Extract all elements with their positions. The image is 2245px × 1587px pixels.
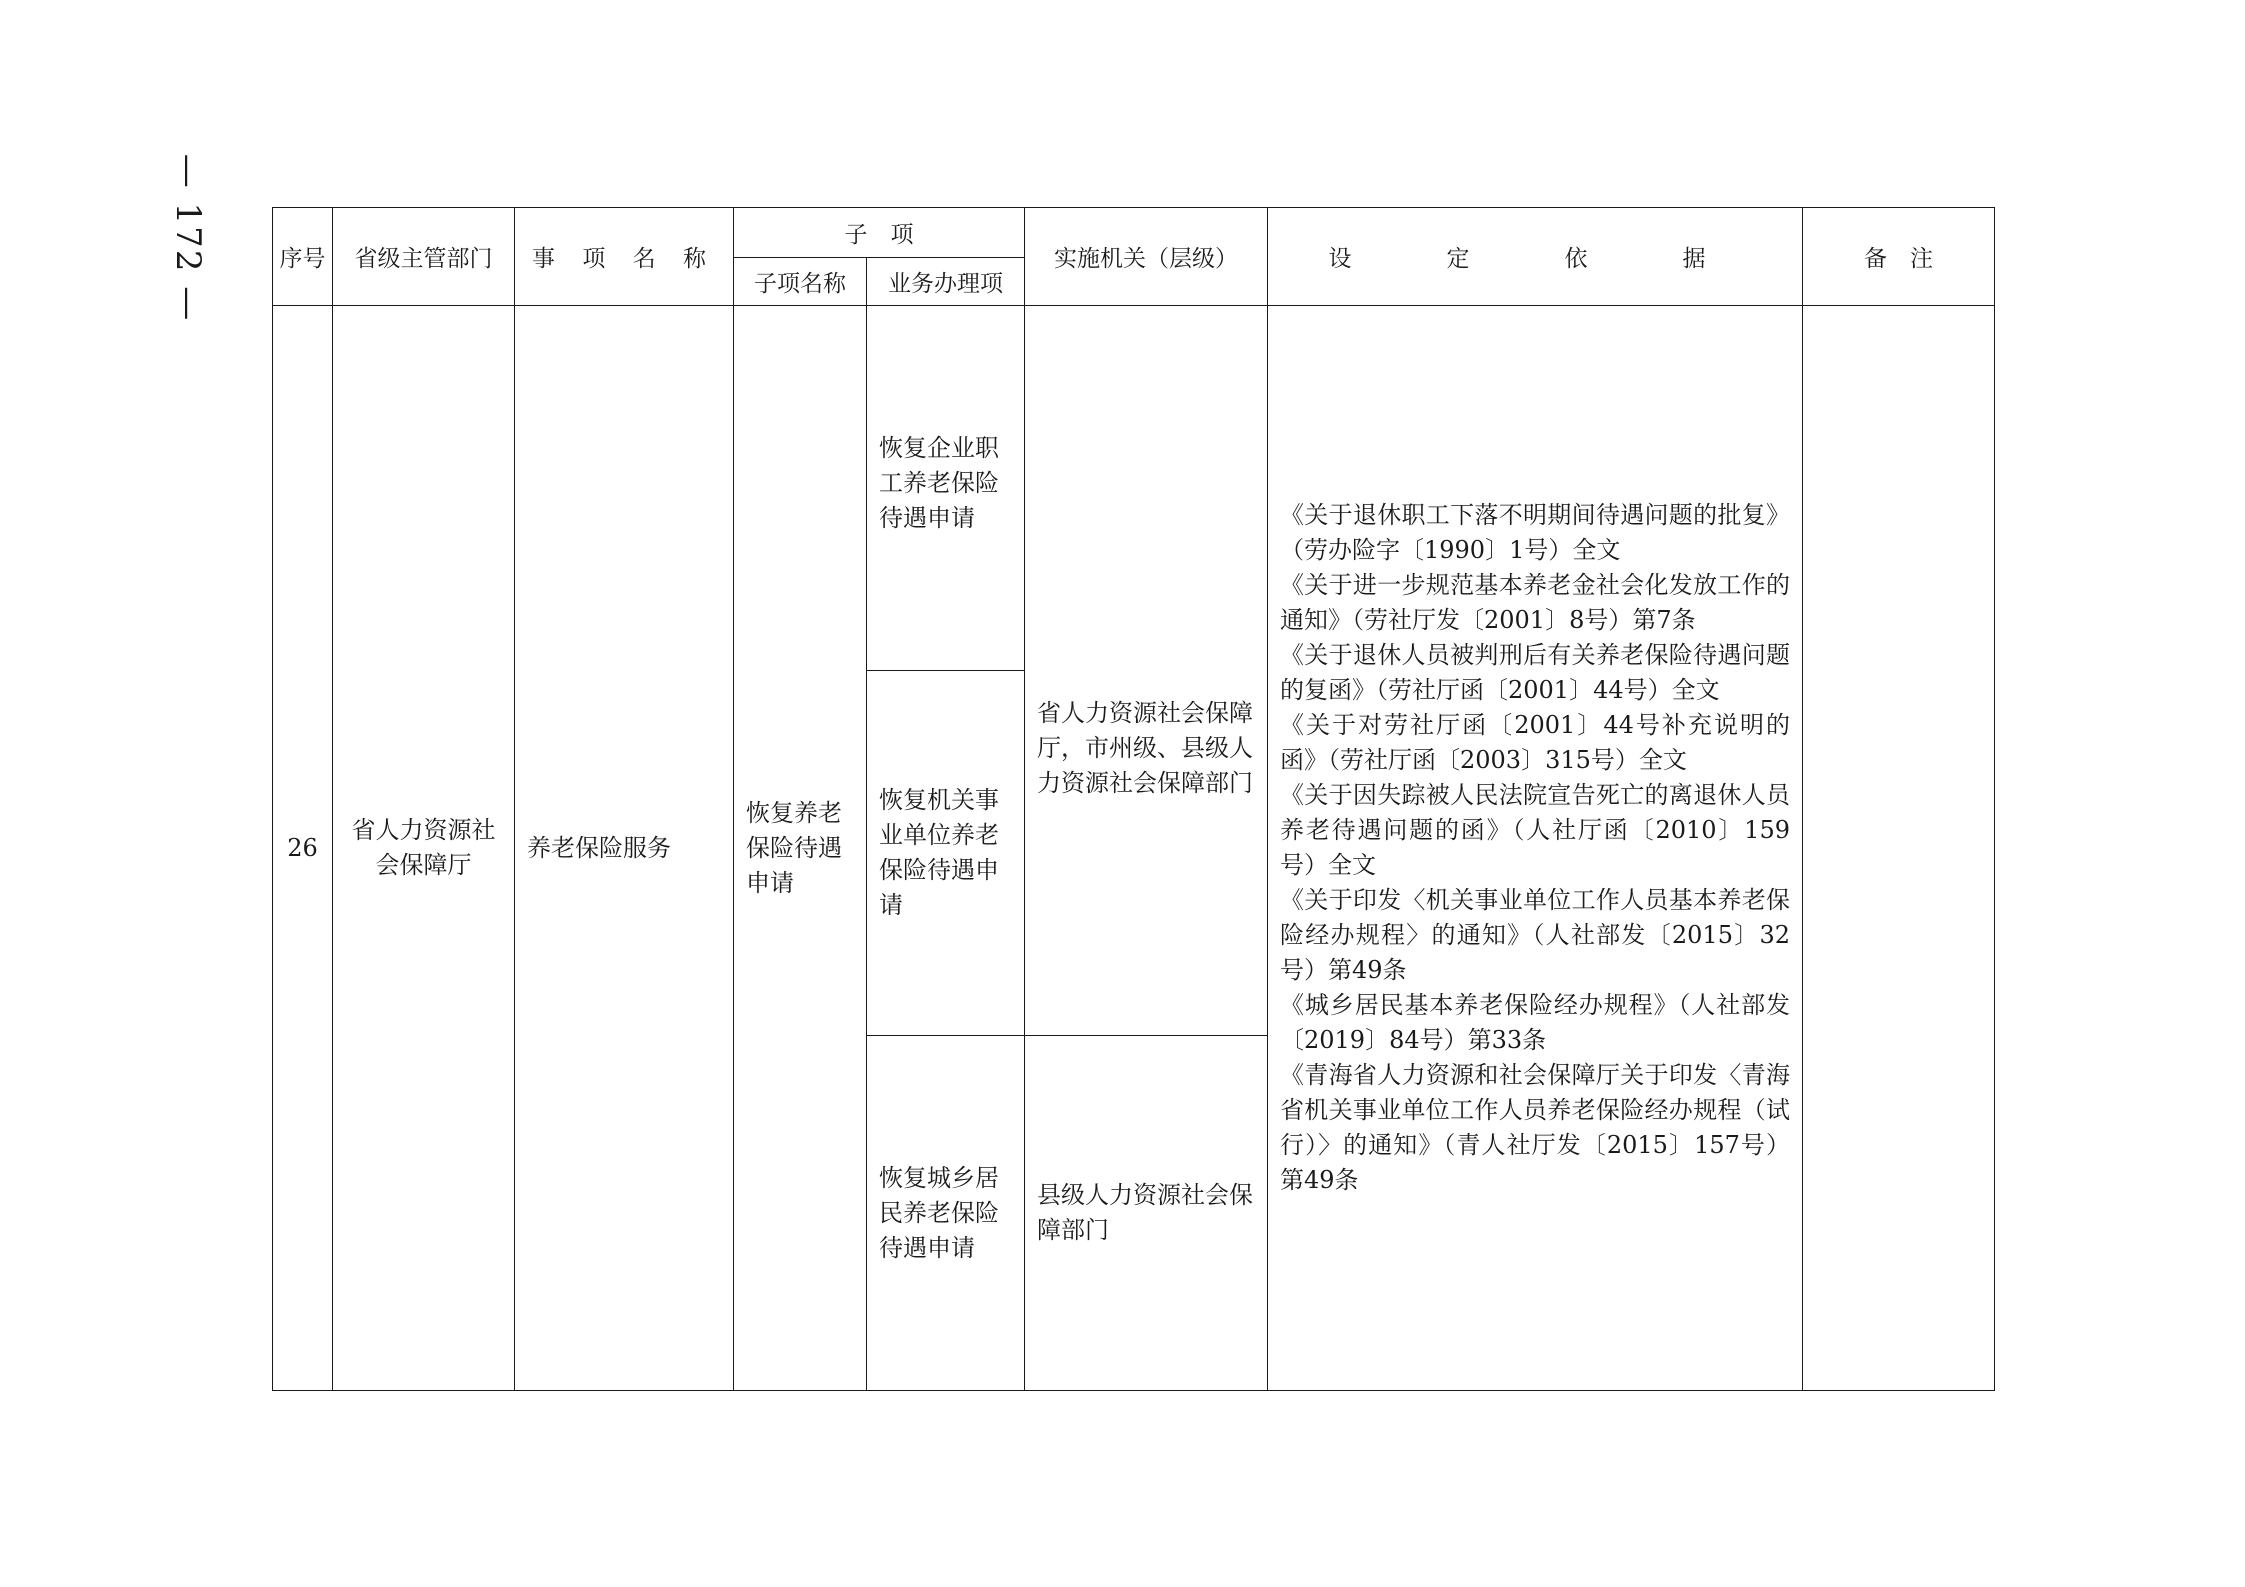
header-sub-name: 子项名称 bbox=[734, 258, 867, 306]
agency-2: 县级人力资源社会保障部门 bbox=[1025, 1036, 1268, 1391]
basis-line: 《关于对劳社厅函〔2001〕44号补充说明的函》（劳社厅函〔2003〕315号）全文 bbox=[1280, 711, 1790, 774]
service-items-table bbox=[272, 207, 1995, 1391]
basis-line: 《关于退休职工下落不明期间待遇问题的批复》（劳办险字〔1990〕1号）全文 bbox=[1280, 501, 1790, 564]
header-agency: 实施机关（层级） bbox=[1025, 208, 1268, 306]
row-seq: 26 bbox=[273, 306, 333, 1391]
row-remark bbox=[1803, 306, 1995, 1391]
basis-line: 《关于印发〈机关事业单位工作人员基本养老保险经办规程〉的通知》（人社部发〔2015〕32号）第49条 bbox=[1280, 886, 1790, 984]
header-item-name: 事 项 名 称 bbox=[515, 208, 734, 306]
row-sub-name: 恢复养老保险待遇申请 bbox=[734, 306, 867, 1391]
row-item-name: 养老保险服务 bbox=[515, 306, 734, 1391]
business-item-2: 恢复机关事业单位养老保险待遇申请 bbox=[867, 671, 1025, 1036]
basis-line: 《青海省人力资源和社会保障厅关于印发〈青海省机关事业单位工作人员养老保险经办规程（试行）〉的通知》（青人社厅发〔2015〕157号）第49条 bbox=[1280, 1061, 1790, 1194]
header-dept: 省级主管部门 bbox=[333, 208, 515, 306]
page-number: — 172 — bbox=[168, 153, 208, 323]
header-business: 业务办理项 bbox=[867, 258, 1025, 306]
header-basis: 设 定 依 据 bbox=[1268, 208, 1803, 306]
header-row-1 bbox=[273, 208, 1995, 258]
table-row bbox=[273, 306, 1995, 671]
basis-line: 《关于进一步规范基本养老金社会化发放工作的通知》（劳社厅发〔2001〕8号）第7条 bbox=[1280, 571, 1790, 634]
row-dept: 省人力资源社会保障厅 bbox=[333, 306, 515, 1391]
agency-1: 省人力资源社会保障厅，市州级、县级人力资源社会保障部门 bbox=[1025, 306, 1268, 1036]
business-item-1: 恢复企业职工养老保险待遇申请 bbox=[867, 306, 1025, 671]
header-seq: 序号 bbox=[273, 208, 333, 306]
basis-line: 《关于因失踪被人民法院宣告死亡的离退休人员养老待遇问题的函》（人社厅函〔2010〕159号）全文 bbox=[1280, 781, 1790, 879]
row-basis bbox=[1268, 306, 1803, 1391]
header-remark: 备 注 bbox=[1803, 208, 1995, 306]
business-item-3: 恢复城乡居民养老保险待遇申请 bbox=[867, 1036, 1025, 1391]
basis-line: 《城乡居民基本养老保险经办规程》（人社部发〔2019〕84号）第33条 bbox=[1280, 991, 1790, 1054]
basis-line: 《关于退休人员被判刑后有关养老保险待遇问题的复函》（劳社厅函〔2001〕44号）全文 bbox=[1280, 641, 1790, 704]
header-sub-item: 子 项 bbox=[734, 208, 1025, 258]
